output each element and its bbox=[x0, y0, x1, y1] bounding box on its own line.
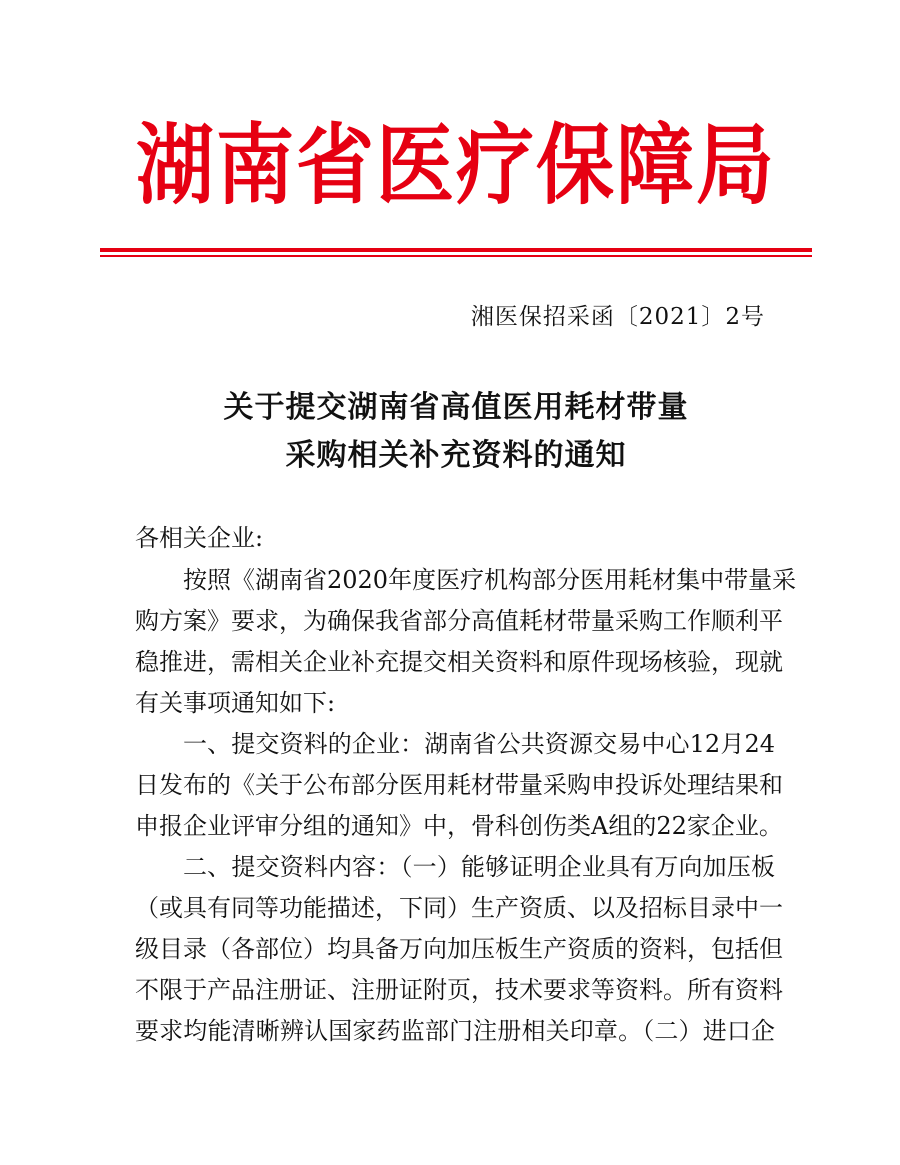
red-header-rule-thin bbox=[100, 255, 812, 257]
body-line: 不限于产品注册证、注册证附页，技术要求等资料。所有资料 bbox=[135, 976, 783, 1004]
document-title bbox=[100, 384, 812, 480]
body-line: （或具有同等功能描述，下同）生产资质、以及招标目录中一 bbox=[135, 894, 783, 922]
body-line: 有关事项通知如下: bbox=[135, 689, 336, 717]
document-number: 湘医保招采函〔2021〕2号 bbox=[470, 304, 765, 330]
body-line: 要求均能清晰辨认国家药监部门注册相关印章。（二）进口企 bbox=[135, 1017, 775, 1045]
body-line: 日发布的《关于公布部分医用耗材带量采购申投诉处理结果和 bbox=[135, 771, 783, 799]
body-line: 级目录（各部位）均具备万向加压板生产资质的资料，包括但 bbox=[135, 935, 783, 963]
body-line: 按照《湖南省2020年度医疗机构部分医用耗材集中带量采 bbox=[183, 566, 797, 594]
body-line: 稳推进，需相关企业补充提交相关资料和原件现场核验，现就 bbox=[135, 648, 783, 676]
issuing-authority-header: 湖南省医疗保障局 bbox=[135, 116, 776, 217]
red-header-rule bbox=[100, 248, 812, 252]
body-line: 二、提交资料内容：（一）能够证明企业具有万向加压板 bbox=[183, 853, 775, 881]
body-line: 一、提交资料的企业：湖南省公共资源交易中心12月24 bbox=[183, 730, 775, 758]
body-text bbox=[135, 560, 797, 1052]
salutation: 各相关企业: bbox=[135, 524, 264, 552]
body-line: 购方案》要求，为确保我省部分高值耗材带量采购工作顺利平 bbox=[135, 607, 783, 635]
document-title-line: 采购相关补充资料的通知 bbox=[285, 438, 627, 473]
body-line: 申报企业评审分组的通知》中，骨科创伤类A组的22家企业。 bbox=[135, 812, 783, 840]
document-title-line: 关于提交湖南省高值医用耗材带量 bbox=[223, 390, 689, 425]
